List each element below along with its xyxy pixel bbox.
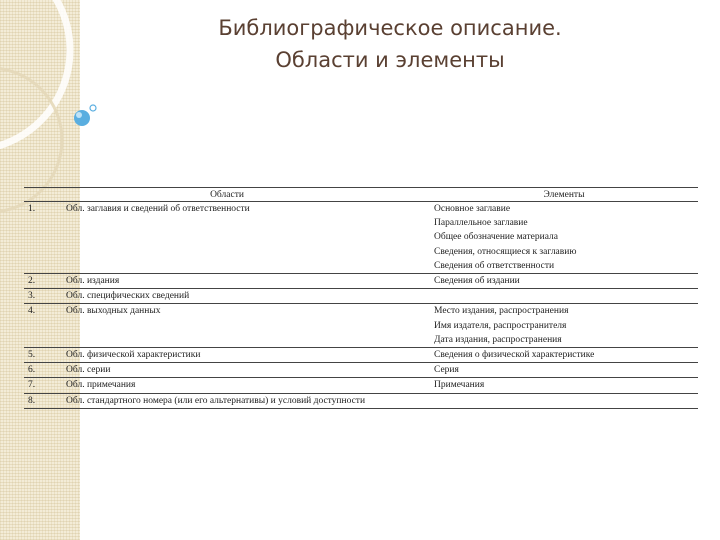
decorative-bubble-large xyxy=(74,110,90,126)
row-elements xyxy=(430,378,698,393)
header-elements: Элементы xyxy=(430,188,698,202)
table-row xyxy=(24,363,698,378)
element-item: Общее обозначение материала xyxy=(434,232,558,243)
title-line-2: Области и элементы xyxy=(275,48,505,72)
row-elements xyxy=(430,304,698,348)
row-elements xyxy=(430,202,698,274)
slide-title xyxy=(150,12,630,76)
element-item: Сведения об ответственности xyxy=(434,260,555,271)
element-item: Место издания, распространения xyxy=(434,306,569,317)
row-elements xyxy=(430,363,698,378)
row-area: Обл. издания xyxy=(62,274,430,289)
element-item: Серия xyxy=(434,365,459,376)
element-item: Имя издателя, распространителя xyxy=(434,320,567,331)
table-row xyxy=(24,304,698,348)
decorative-bubble-small xyxy=(90,105,96,111)
row-elements xyxy=(430,274,698,289)
row-elements xyxy=(430,348,698,363)
row-number: 2. xyxy=(24,274,62,289)
table-row xyxy=(24,202,698,274)
row-elements xyxy=(430,289,698,304)
element-item: Параллельное заглавие xyxy=(434,218,528,229)
element-item: Дата издания, распространения xyxy=(434,334,562,345)
row-area: Обл. стандартного номера (или его альтернативы) и условий доступности xyxy=(62,393,430,408)
row-number: 5. xyxy=(24,348,62,363)
row-number: 1. xyxy=(24,202,62,274)
table-row xyxy=(24,289,698,304)
table-row xyxy=(24,274,698,289)
row-number: 6. xyxy=(24,363,62,378)
row-number: 7. xyxy=(24,378,62,393)
row-area: Обл. специфических сведений xyxy=(62,289,430,304)
table-header-row xyxy=(24,188,698,202)
row-area: Обл. примечания xyxy=(62,378,430,393)
row-area: Обл. выходных данных xyxy=(62,304,430,348)
element-item: Сведения об издании xyxy=(434,276,520,287)
row-elements xyxy=(430,393,698,408)
table-row xyxy=(24,393,698,408)
title-line-1: Библиографическое описание. xyxy=(218,16,562,40)
table-row xyxy=(24,348,698,363)
row-number: 4. xyxy=(24,304,62,348)
row-number: 8. xyxy=(24,393,62,408)
table-body xyxy=(24,202,698,409)
bibliographic-areas-table xyxy=(24,187,698,409)
row-number: 3. xyxy=(24,289,62,304)
element-item: Сведения о физической характеристике xyxy=(434,350,595,361)
element-item: Сведения, относящиеся к заглавию xyxy=(434,246,577,257)
header-areas: Области xyxy=(24,188,430,202)
row-area: Обл. серии xyxy=(62,363,430,378)
row-area: Обл. физической характеристики xyxy=(62,348,430,363)
element-item: Основное заглавие xyxy=(434,204,511,214)
table-row xyxy=(24,378,698,393)
element-item: Примечания xyxy=(434,380,485,391)
row-area: Обл. заглавия и сведений об ответственности xyxy=(62,202,430,274)
